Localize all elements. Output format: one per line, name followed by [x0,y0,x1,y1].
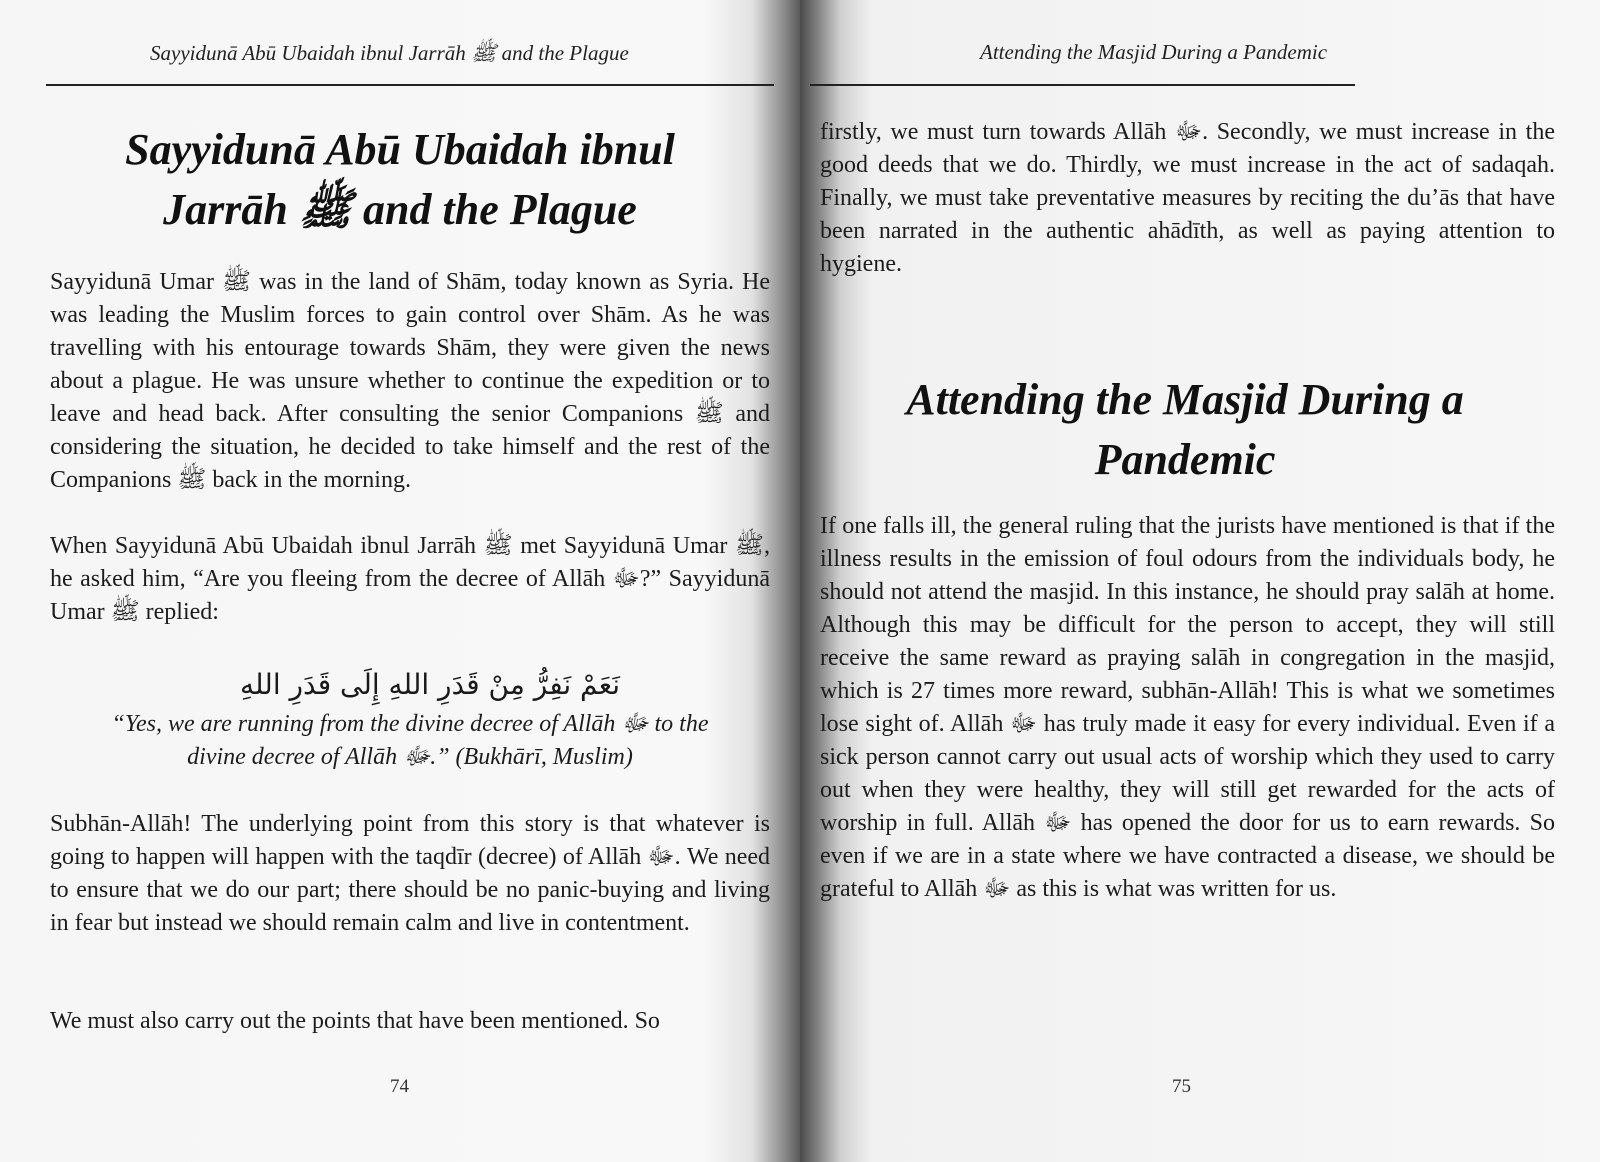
right-page [800,0,1600,1162]
body-paragraph: If one falls ill, the general ruling that the jurists have mentioned is that if the illness results in the emission of foul odours from the individuals body, he should not attend the masjid. In this instance, he should pray salāh at home. Although this may be difficult for the person to accept, they will still receive the same reward as praying salāh in congregation in the masjid, which is 27 times more reward, subhān-Allāh! This is what we sometimes lose sight of. Allāh ﷻ has truly made it easy for every individual. Even if a sick person cannot carry out usual acts of worship which they used to carry out when they were healthy, they will still get rewarded for the acts of worship in full. Allāh ﷻ has opened the door for us to earn rewards. So even if we are in a state where we have contracted a disease, we should be grateful to Allāh ﷻ as this is what was written for us. [820,513,1555,902]
chapter-title: Attending the Masjid During a Pandemic [906,375,1464,484]
page-number: 74 [390,1076,409,1097]
body-paragraph: Sayyidunā Umar ﷺ was in the land of Shām, today known as Syria. He was leading the Muslim forces to gain control over Shām. As he was travelling with his entourage towards Shām, they were given the news about a plague. He was unsure whether to continue the expedition or to leave and head back. After consulting the senior Companions ﷺ and considering the situation, he decided to take himself and the rest of the Companions ﷺ back in the morning. [50,269,770,493]
page-number: 75 [1172,1076,1191,1097]
body-paragraph: We must also carry out the points that have been mentioned. So [50,1008,660,1034]
header-rule [810,84,1355,86]
translation-quote: “Yes, we are running from the divine decree of Allāh ﷻ to the divine decree of Allāh ﷻ.” (Bukhārī, Muslim) [111,711,709,770]
chapter-title: Sayyidunā Abū Ubaidah ibnul Jarrāh ﷺ and the Plague [125,125,675,234]
arabic-quote: نَعَمْ نَفِرُّ مِنْ قَدَرِ اللهِ إِلَى قَدَرِ اللهِ [240,668,620,701]
running-head: Attending the Masjid During a Pandemic [980,40,1328,64]
header-rule [46,84,774,86]
body-paragraph: firstly, we must turn towards Allāh ﷻ. Secondly, we must increase in the good deeds that we do. Thirdly, we must increase in the act of sadaqah. Finally, we must take preventative measures by reciting the du’ās that have been narrated in the authentic ahādīth, as well as paying attention to hygiene. [820,119,1555,277]
running-head: Sayyidunā Abū Ubaidah ibnul Jarrāh ﷺ and the Plague [150,41,629,65]
body-paragraph: When Sayyidunā Abū Ubaidah ibnul Jarrāh ﷺ met Sayyidunā Umar ﷺ, he asked him, “Are you fleeing from the decree of Allāh ﷻ?” Sayyidunā Umar ﷺ replied: [50,533,771,625]
body-paragraph: Subhān-Allāh! The underlying point from this story is that whatever is going to happen will happen with the taqdīr (decree) of Allāh ﷻ. We need to ensure that we do our part; there should be no panic-buying and living in fear but instead we should remain calm and live in contentment. [50,811,771,936]
